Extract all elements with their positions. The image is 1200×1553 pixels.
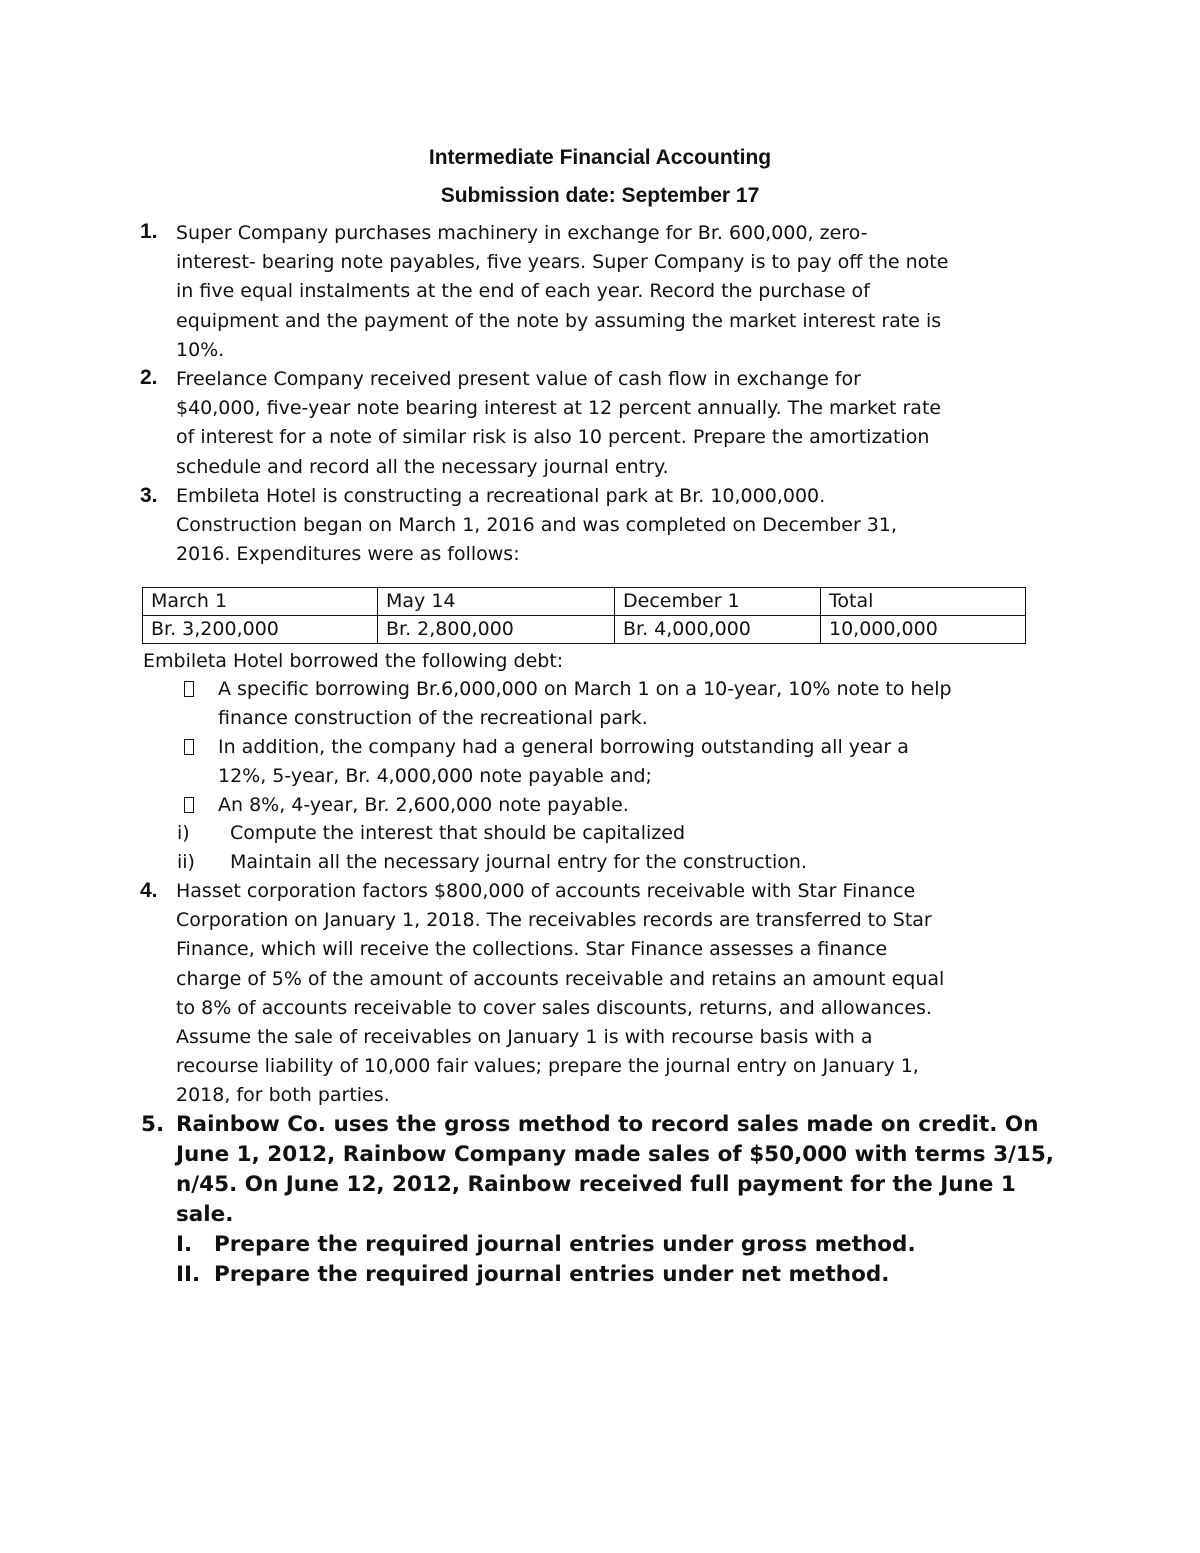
table-cell: Br. 2,800,000 (378, 616, 615, 644)
q5-line: June 1, 2012, Rainbow Company made sales of $50,000 with terms 3/15, (176, 1142, 1054, 1167)
document-title: Intermediate Financial Accounting (428, 146, 772, 169)
bullet-line: A specific borrowing Br.6,000,000 on March 1 on a 10-year, 10% note to help (218, 678, 952, 700)
submission-date: Submission date: September 17 (440, 184, 760, 207)
bullet-line: In addition, the company had a general borrowing outstanding all year a (218, 736, 909, 758)
task-label: II. (176, 1262, 201, 1287)
q2-line: $40,000, five-year note bearing interest at 12 percent annually. The market rate (176, 397, 942, 420)
task-label: I. (176, 1232, 193, 1257)
bullet-icon (184, 678, 202, 698)
q1-line: interest- bearing note payables, five years. Super Company is to pay off the note (176, 251, 949, 274)
q2-line: of interest for a note of similar risk is also 10 percent. Prepare the amortization (176, 426, 930, 449)
q2-line: schedule and record all the necessary journal entry. (176, 455, 669, 478)
table-header-row (143, 588, 1026, 616)
table-cell: March 1 (143, 588, 378, 616)
q3-line: 2016. Expenditures were as follows: (176, 543, 520, 566)
task-text: Prepare the required journal entries under gross method. (214, 1232, 916, 1257)
table-cell: Br. 3,200,000 (143, 616, 378, 644)
question-2-text (176, 365, 1056, 482)
q1-line: 10%. (176, 338, 225, 361)
q1-line: Super Company purchases machinery in exchange for Br. 600,000, zero- (176, 222, 868, 244)
task-label: i) (177, 822, 190, 844)
bullet-icon (184, 794, 202, 814)
q5-line: n/45. On June 12, 2012, Rainbow received full payment for the June 1 (176, 1172, 1016, 1197)
question-2-number: 2. (140, 366, 158, 389)
table-row (143, 616, 1026, 644)
q4-line: Finance, which will receive the collections. Star Finance assesses a finance (176, 938, 888, 961)
task-text: Prepare the required journal entries under net method. (214, 1262, 890, 1287)
table-cell: December 1 (615, 588, 821, 616)
bullet-line: 12%, 5-year, Br. 4,000,000 note payable and; (218, 765, 652, 787)
q5-line: sale. (176, 1202, 234, 1227)
q3-line: Construction began on March 1, 2016 and was completed on December 31, (176, 514, 898, 537)
task-text: Maintain all the necessary journal entry for the construction. (230, 851, 807, 873)
question-3-number: 3. (140, 484, 158, 507)
table-cell: May 14 (378, 588, 615, 616)
task-text: Compute the interest that should be capitalized (230, 822, 686, 844)
q4-line: charge of 5% of the amount of accounts receivable and retains an amount equal (176, 967, 945, 990)
question-1-number: 1. (140, 220, 158, 243)
table-cell: Br. 4,000,000 (615, 616, 821, 644)
table-cell: 10,000,000 (821, 616, 1026, 644)
bullet-line: An 8%, 4-year, Br. 2,600,000 note payable. (218, 794, 629, 816)
question-4-text (176, 877, 1056, 1111)
q4-line: Assume the sale of receivables on January 1 is with recourse basis with a (176, 1026, 873, 1049)
q2-line: Freelance Company received present value of cash flow in exchange for (176, 368, 861, 390)
debt-bullet-2 (218, 733, 1056, 791)
debt-bullet-1 (218, 675, 1056, 733)
q4-line: to 8% of accounts receivable to cover sales discounts, returns, and allowances. (176, 996, 932, 1019)
q4-line: 2018, for both parties. (176, 1084, 390, 1107)
q1-line: equipment and the payment of the note by assuming the market interest rate is (176, 309, 942, 332)
question-1-text (176, 219, 1056, 365)
table-cell: Total (821, 588, 1026, 616)
question-5-text (176, 1110, 1058, 1230)
question-4-number: 4. (140, 879, 158, 902)
q5-line: Rainbow Co. uses the gross method to record sales made on credit. On (176, 1112, 1039, 1137)
question-3-text (176, 482, 1056, 570)
debt-intro: Embileta Hotel borrowed the following debt: (143, 650, 564, 672)
debt-bullet-3 (218, 791, 1056, 820)
q4-line: recourse liability of 10,000 fair values; prepare the journal entry on January 1, (176, 1055, 919, 1078)
expenditures-table (142, 587, 1026, 644)
question-5-number: 5. (141, 1112, 165, 1137)
q4-line: Hasset corporation factors $800,000 of accounts receivable with Star Finance (176, 880, 916, 902)
q1-line: in five equal instalments at the end of each year. Record the purchase of (176, 280, 870, 303)
q3-line: Embileta Hotel is constructing a recreational park at Br. 10,000,000. (176, 485, 826, 507)
q4-line: Corporation on January 1, 2018. The receivables records are transferred to Star (176, 909, 932, 932)
task-label: ii) (177, 851, 195, 873)
bullet-icon (184, 736, 202, 756)
bullet-line: finance construction of the recreational park. (218, 707, 648, 729)
